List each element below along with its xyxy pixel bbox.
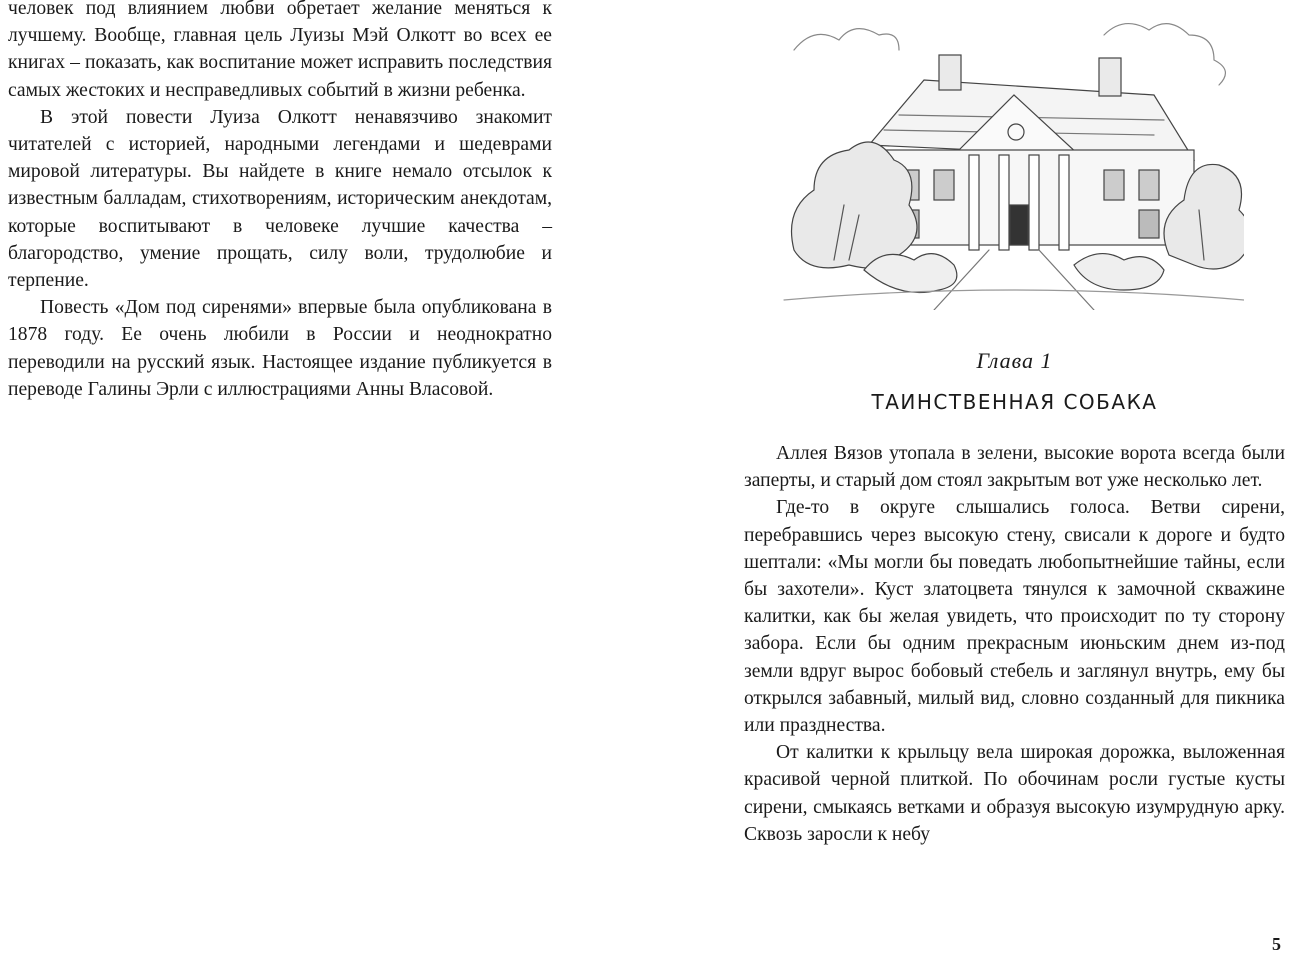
right-paragraph-1: Аллея Вязов утопала в зелени, высокие ворота всегда были заперты, и старый дом стоял закрытым вот уже несколько лет. bbox=[744, 443, 1285, 492]
chapter-label: Глава 1 bbox=[976, 348, 1053, 373]
chapter-body bbox=[744, 440, 1285, 848]
page-number: 5 bbox=[1272, 934, 1281, 954]
house-sketch-icon bbox=[774, 10, 1244, 310]
left-paragraph-2: В этой повести Луиза Олкотт ненавязчиво знакомит читателей с историей, народными легендами и шедеврами мировой литературы. Вы найдете в книге немало отсылок к известным балладам, стихотворениям, историческим анекдотам, которые воспитывают в человеке лучшие качества – благородство, умение прощать, силу воли, трудолюбие и терпение. bbox=[8, 106, 552, 292]
right-paragraph-2: Где-то в округе слышались голоса. Ветви сирени, перебравшись через высокую стену, свисали к дороге и будто шептали: «Мы могли бы поведать любопытнейшие тайны, если бы захотели». Куст златоцвета тянулся к замочной скважине калитки, как бы желая увидеть, что происходит по ту сторону забора. Если бы одним прекрасным июньским днем из-под земли вдруг вырос бобовый стебель и заглянул внутрь, ему бы открылся забавный, милый вид, словно созданный для пикника или празднества. bbox=[744, 497, 1285, 737]
right-paragraph-3: От калитки к крыльцу вела широкая дорожка, выложенная красивой черной плиткой. По обочинам росли густые кусты сирени, смыкаясь ветками и образуя высокую изумрудную арку. Сквозь заросли к небу bbox=[744, 742, 1285, 845]
left-paragraph-3: Повесть «Дом под сиренями» впервые была опубликована в 1878 году. Ее очень любили в России и неоднократно переводили на русский язык. Настоящее издание публикуется в переводе Галины Эрли с иллюстрациями Анны Власовой. bbox=[8, 297, 552, 400]
left-paragraph-1: человек под влиянием любви обретает желание меняться к лучшему. Вообще, главная цель Луизы Мэй Олкотт во всех ее книгах – показать, как воспитание может исправить последствия самых жестоких и несправедливых событий в жизни ребенка. bbox=[8, 0, 552, 101]
chapter-title: ТАИНСТВЕННАЯ СОБАКА bbox=[871, 390, 1158, 414]
left-page bbox=[8, 0, 552, 403]
